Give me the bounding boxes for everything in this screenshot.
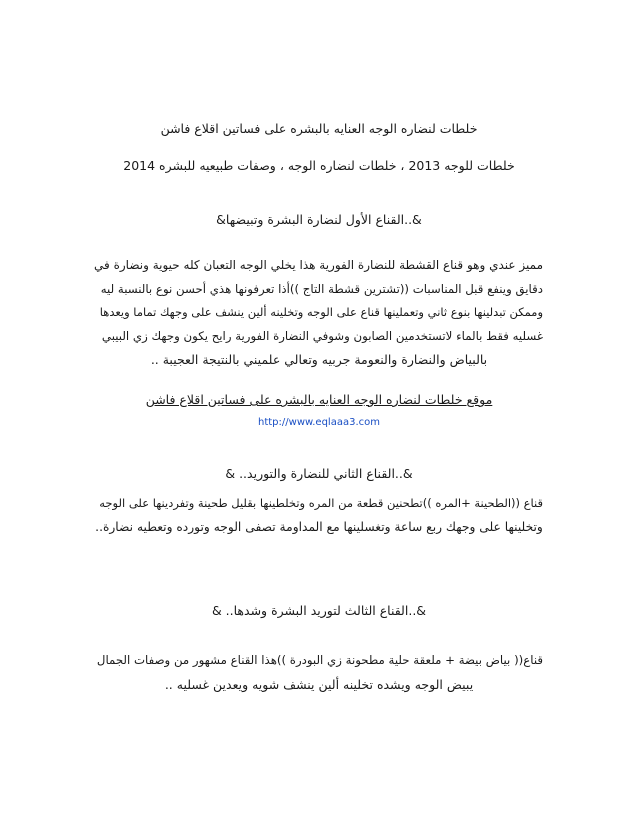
subtitle-line: خلطات للوجه 2013 ، خلطات لنضاره الوجه ، وصفات طبيعيه للبشره 2014 [123,158,515,173]
site-url[interactable]: http://www.eqlaaa3.com [258,417,380,428]
section3-heading: &..القناع الثالث لتوريد البشرة وشدها.. & [211,603,427,618]
section1-line: غسليه فقط بالماء لاتستخدمين الصابون وشوفي النضارة الفورية رايح يكون وجهك زي البيبي [101,328,543,343]
section2-line: قناع ((الطحينة +المره ))تطحنين قطعة من المره وتخلطينها بقليل طحينة وتفردينها على الوجه [99,496,543,510]
site-link-text[interactable]: موقع خلطات لنضاره الوجه العنايه بالبشره على فساتين اقلاع فاشن [145,392,493,407]
section1-line: بالبياض والنضارة والنعومة جربيه وتعالي علميني بالنتيجة العجيبة .. [150,352,488,367]
section2-heading: &..القناع الثاني للنضارة والتوريد.. & [225,466,413,481]
section1-heading: &..القناع الأول لنضارة البشرة وتبيضها& [216,212,422,227]
section1-line: مميز عندي وهو قناع القشطة للنضارة الفورية هذا يخلي الوجه التعبان كله حيوية ونضارة في [94,258,543,272]
section1-line: دقايق وينفع قبل المناسبات ((تشترين قشطة التاج ))أذا تعرفونها هذي أحسن نوع بالنسبة ليه [100,281,543,296]
site-url-row [0,413,638,431]
section3-line: يبيض الوجه ويشده تخلينه ألين ينشف شويه ويعدين غسليه .. [164,676,474,692]
section1-paragraph [95,254,543,372]
site-link[interactable] [0,392,638,408]
section2-paragraph [95,492,543,539]
section3-paragraph [95,649,543,696]
section1-line: وممكن تبدلينها بنوع ثاني وتعملينها قناع على الوجه وتخلينه ألين ينشف على وجهك تماما ويعدها [99,305,543,319]
section3-line: قناع(( بياض بيضة + ملعقة حلية مطحونة زي البودرة ))هذا القناع مشهور من وصفات الجمال [96,653,543,667]
section2-line: وتخلينها على وجهك ربع ساعة وتغسلينها مع المداومة تصفى الوجه وتورده وتعطيه نضارة.. [95,519,543,534]
title-line: خلطات لنضاره الوجه العنايه بالبشره على فساتين اقلاع فاشن [160,121,478,136]
